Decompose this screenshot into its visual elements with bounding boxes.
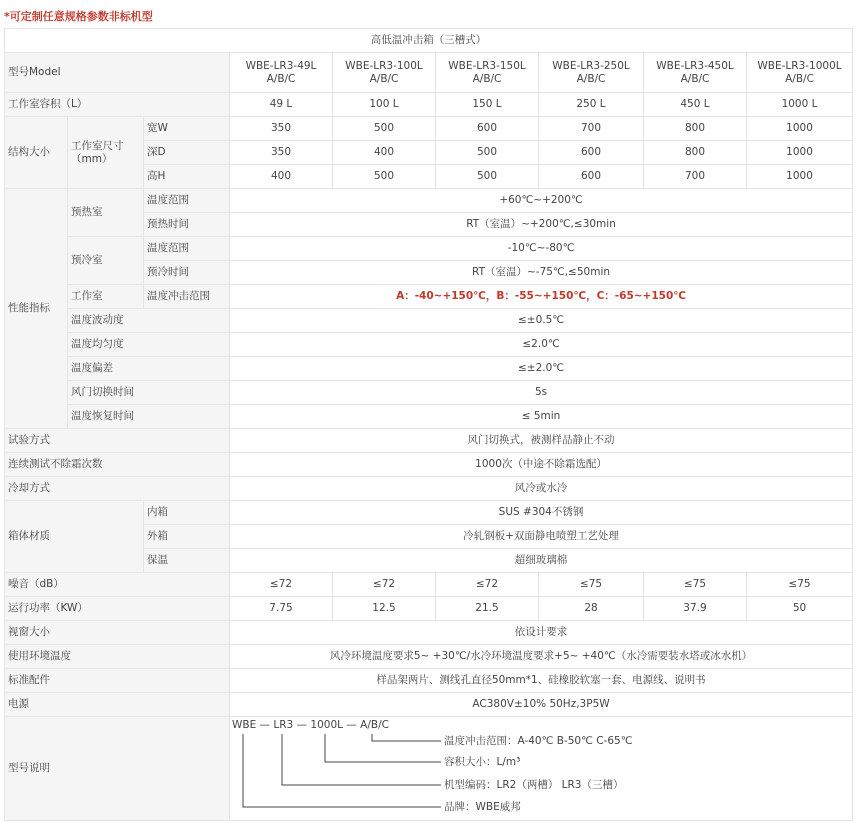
- preheat-label: 预热室: [68, 189, 144, 237]
- noise-label: 噪音（dB）: [5, 573, 230, 597]
- table-row: [5, 29, 853, 53]
- leader-line-shock: [372, 734, 441, 741]
- power-cell: 7.75: [230, 597, 333, 621]
- table-row: [5, 429, 853, 453]
- volume-label: 工作室容积（L）: [5, 93, 230, 117]
- accessories-value: 样品架两片、测线孔直径50mm*1、硅橡胶软塞一套、电源线、说明书: [230, 669, 853, 693]
- table-row: [5, 405, 853, 429]
- leader-line-volume: [325, 734, 441, 762]
- supply-value: AC380V±10% 50Hz,3P5W: [230, 693, 853, 717]
- spec-table: [4, 28, 853, 821]
- custom-note: *可定制任意规格参数非标机型: [4, 10, 153, 23]
- volume-cell: 100 L: [333, 93, 436, 117]
- table-row: [5, 501, 853, 525]
- table-row: [5, 453, 853, 477]
- table-row: [5, 669, 853, 693]
- volume-cell: 150 L: [436, 93, 539, 117]
- inner-box-value: SUS #304不锈钢: [230, 501, 853, 525]
- table-row: [5, 573, 853, 597]
- volume-cell: 1000 L: [747, 93, 853, 117]
- env-temp-value: 风冷环境温度要求5~ +30℃/水冷环境温度要求+5~ +40℃（水冷需要装水塔或冰水机）: [230, 645, 853, 669]
- noise-cell: ≤75: [644, 573, 747, 597]
- type-code-note: 机型编码：LR2（两槽） LR3（三槽）: [444, 779, 624, 791]
- table-row: [5, 53, 853, 93]
- table-row: [5, 717, 853, 821]
- power-cell: 28: [539, 597, 644, 621]
- depth-cell: 400: [333, 141, 436, 165]
- test-method-value: 风门切换式，被测样品静止不动: [230, 429, 853, 453]
- power-label: 运行功率（KW）: [5, 597, 230, 621]
- cooling-value: 风冷或水冷: [230, 477, 853, 501]
- model-cell: WBE-LR3-1000L A/B/C: [747, 53, 853, 93]
- cooling-label: 冷却方式: [5, 477, 230, 501]
- depth-cell: 350: [230, 141, 333, 165]
- power-cell: 37.9: [644, 597, 747, 621]
- switch-time-label: 风门切换时间: [68, 381, 230, 405]
- precool-range-value: -10℃~-80℃: [230, 237, 853, 261]
- width-cell: 1000: [747, 117, 853, 141]
- deviation-value: ≤±2.0℃: [230, 357, 853, 381]
- brand-note: 品牌：WBE威邦: [444, 801, 521, 813]
- table-row: [5, 93, 853, 117]
- table-row: [5, 621, 853, 645]
- deviation-label: 温度偏差: [68, 357, 230, 381]
- depth-label: 深D: [144, 141, 230, 165]
- width-cell: 600: [436, 117, 539, 141]
- shock-range-value: A：-40~+150℃，B：-55~+150℃，C：-65~+150℃: [230, 285, 853, 309]
- precool-label: 预冷室: [68, 237, 144, 285]
- model-cell: WBE-LR3-100L A/B/C: [333, 53, 436, 93]
- leader-line-type: [282, 734, 441, 785]
- noise-cell: ≤75: [539, 573, 644, 597]
- shock-range-label: 温度冲击范围: [144, 285, 230, 309]
- preheat-range-value: +60℃~+200℃: [230, 189, 853, 213]
- insulation-value: 超细玻璃棉: [230, 549, 853, 573]
- table-row: [5, 645, 853, 669]
- table-row: [5, 357, 853, 381]
- recovery-time-value: ≤ 5min: [230, 405, 853, 429]
- model-code: WBE — LR3 — 1000L — A/B/C: [232, 719, 389, 731]
- structure-label: 结构大小: [5, 117, 68, 189]
- width-cell: 700: [539, 117, 644, 141]
- test-method-label: 试验方式: [5, 429, 230, 453]
- width-cell: 800: [644, 117, 747, 141]
- table-row: [5, 333, 853, 357]
- width-cell: 350: [230, 117, 333, 141]
- material-label: 箱体材质: [5, 501, 144, 573]
- outer-box-label: 外箱: [144, 525, 230, 549]
- depth-cell: 800: [644, 141, 747, 165]
- leader-line-brand: [243, 734, 441, 807]
- supply-label: 电源: [5, 693, 230, 717]
- preheat-range-label: 温度范围: [144, 189, 230, 213]
- model-cell: WBE-LR3-150L A/B/C: [436, 53, 539, 93]
- depth-cell: 500: [436, 141, 539, 165]
- power-cell: 21.5: [436, 597, 539, 621]
- table-title: 高低温冲击箱（三槽式）: [5, 29, 853, 53]
- inner-box-label: 内箱: [144, 501, 230, 525]
- switch-time-value: 5s: [230, 381, 853, 405]
- table-row: [5, 117, 853, 141]
- performance-label: 性能指标: [5, 189, 68, 429]
- cycles-label: 连续测试不除霜次数: [5, 453, 230, 477]
- volume-cell: 49 L: [230, 93, 333, 117]
- volume-cell: 250 L: [539, 93, 644, 117]
- precool-time-value: RT（室温）~-75℃,≤50min: [230, 261, 853, 285]
- model-label: 型号Model: [5, 53, 230, 93]
- height-label: 高H: [144, 165, 230, 189]
- noise-cell: ≤75: [747, 573, 853, 597]
- power-cell: 12.5: [333, 597, 436, 621]
- table-row: [5, 237, 853, 261]
- table-row: [5, 381, 853, 405]
- env-temp-label: 使用环境温度: [5, 645, 230, 669]
- height-cell: 500: [333, 165, 436, 189]
- table-row: [5, 693, 853, 717]
- height-cell: 500: [436, 165, 539, 189]
- precool-range-label: 温度范围: [144, 237, 230, 261]
- cycles-value: 1000次（中途不除霜选配）: [230, 453, 853, 477]
- recovery-time-label: 温度恢复时间: [68, 405, 230, 429]
- model-cell: WBE-LR3-450L A/B/C: [644, 53, 747, 93]
- depth-cell: 1000: [747, 141, 853, 165]
- workroom-label: 工作室: [68, 285, 144, 309]
- window-label: 视窗大小: [5, 621, 230, 645]
- model-desc-label: 型号说明: [5, 717, 230, 821]
- outer-box-value: 冷轧钢板+双面静电喷塑工艺处理: [230, 525, 853, 549]
- width-cell: 500: [333, 117, 436, 141]
- noise-cell: ≤72: [436, 573, 539, 597]
- model-diagram-cell: [230, 717, 853, 821]
- model-diagram: [230, 717, 852, 817]
- height-cell: 1000: [747, 165, 853, 189]
- model-cell: WBE-LR3-49L A/B/C: [230, 53, 333, 93]
- volume-note: 容积大小：L/m³: [444, 756, 521, 768]
- inner-size-label: 工作室尺寸（mm）: [68, 117, 144, 189]
- uniformity-value: ≤2.0℃: [230, 333, 853, 357]
- table-row: [5, 285, 853, 309]
- uniformity-label: 温度均匀度: [68, 333, 230, 357]
- table-row: [5, 189, 853, 213]
- height-cell: 600: [539, 165, 644, 189]
- shock-range-note: 温度冲击范围：A-40℃ B-50℃ C-65℃: [444, 735, 633, 747]
- table-row: [5, 477, 853, 501]
- power-cell: 50: [747, 597, 853, 621]
- noise-cell: ≤72: [333, 573, 436, 597]
- preheat-time-label: 预热时间: [144, 213, 230, 237]
- table-row: [5, 309, 853, 333]
- depth-cell: 600: [539, 141, 644, 165]
- fluctuation-label: 温度波动度: [68, 309, 230, 333]
- height-cell: 700: [644, 165, 747, 189]
- height-cell: 400: [230, 165, 333, 189]
- preheat-time-value: RT（室温）~+200℃,≤30min: [230, 213, 853, 237]
- table-row: [5, 597, 853, 621]
- accessories-label: 标准配件: [5, 669, 230, 693]
- width-label: 宽W: [144, 117, 230, 141]
- window-value: 依设计要求: [230, 621, 853, 645]
- noise-cell: ≤72: [230, 573, 333, 597]
- insulation-label: 保温: [144, 549, 230, 573]
- model-cell: WBE-LR3-250L A/B/C: [539, 53, 644, 93]
- fluctuation-value: ≤±0.5℃: [230, 309, 853, 333]
- volume-cell: 450 L: [644, 93, 747, 117]
- precool-time-label: 预冷时间: [144, 261, 230, 285]
